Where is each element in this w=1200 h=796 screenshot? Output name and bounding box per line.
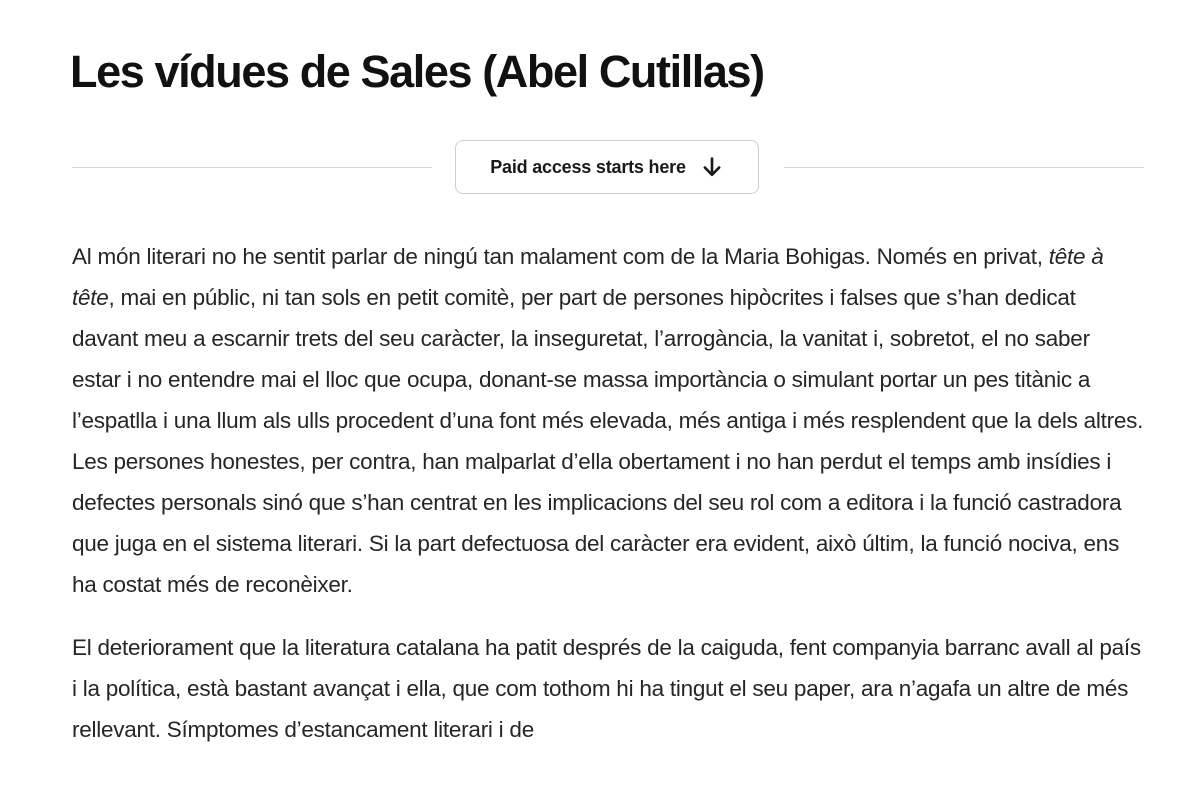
paragraph-1-start: Al món literari no he sentit parlar de ningú tan malament com de la Maria Bohigas. Només en privat, xyxy=(72,244,1049,269)
divider-line-right xyxy=(784,167,1144,168)
paid-access-label: Paid access starts here xyxy=(490,156,686,177)
paywall-divider xyxy=(72,140,1144,196)
article-body xyxy=(72,236,1144,772)
divider-line-left xyxy=(72,167,432,168)
paragraph-1 xyxy=(72,236,1144,605)
paragraph-1-emphasis: tête à tête xyxy=(72,244,1104,310)
paragraph-1-rest: , mai en públic, ni tan sols en petit comitè, per part de persones hipòcrites i falses que s’han dedicat davant meu a escarnir trets del seu caràcter, la inseguretat, l’arrogància, la vanitat i, sobretot, el no saber estar i no entendre mai el lloc que ocupa, donant-se massa importància o simulant portar un pes titànic a l’espatlla i una llum als ulls procedent d’una font més elevada, més antiga i més resplendent que la dels altres. Les persones honestes, per contra, han malparlat d’ella obertament i no han perdut el temps amb insídies i defectes personals sinó que s’han centrat en les implicacions del seu rol com a editora i la funció castradora que juga en el sistema literari. Si la part defectuosa del caràcter era evident, això últim, la funció nociva, ens ha costat més de reconèixer. xyxy=(72,285,1144,597)
arrow-down-icon xyxy=(700,155,724,179)
paragraph-2: El deteriorament que la literatura catalana ha patit després de la caiguda, fent companyia barranc avall al país i la política, està bastant avançat i ella, que com tothom hi ha tingut el seu paper, ara n’agafa un altre de més rellevant. Símptomes d’estancament literari i de xyxy=(72,635,1141,742)
article-title: Les vídues de Sales (Abel Cutillas) xyxy=(70,46,764,97)
paid-access-button[interactable] xyxy=(455,140,759,194)
